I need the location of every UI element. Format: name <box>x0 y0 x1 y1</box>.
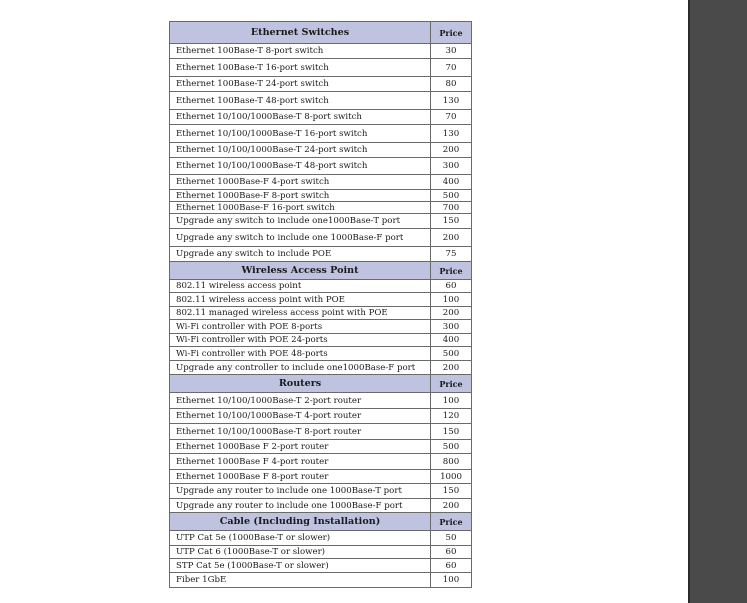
item-price: 500 <box>431 440 472 454</box>
table-row <box>170 454 472 470</box>
item-price: 200 <box>431 499 472 513</box>
table-row <box>170 77 472 92</box>
item-price: 75 <box>431 247 472 262</box>
table-row <box>170 409 472 424</box>
table-row <box>170 175 472 190</box>
table-row <box>170 247 472 262</box>
item-name: Ethernet 10/100/1000Base-T 8-port router <box>170 424 431 440</box>
table-row <box>170 214 472 229</box>
item-price: 150 <box>431 424 472 440</box>
item-name: Ethernet 1000Base-F 16-port switch <box>170 202 431 214</box>
item-name: Ethernet 100Base-T 16-port switch <box>170 59 431 77</box>
table-row <box>170 484 472 499</box>
viewer-side-panel <box>690 0 747 603</box>
item-name: Wi-Fi controller with POE 8-ports <box>170 320 431 334</box>
item-price: 300 <box>431 320 472 334</box>
table-row <box>170 229 472 247</box>
item-price: 700 <box>431 202 472 214</box>
item-name: Fiber 1GbE <box>170 573 431 588</box>
item-name: Ethernet 10/100/1000Base-T 48-port switch <box>170 158 431 175</box>
table-row <box>170 424 472 440</box>
item-price: 60 <box>431 546 472 559</box>
item-price: 100 <box>431 393 472 409</box>
table-row <box>170 293 472 307</box>
item-price: 70 <box>431 110 472 125</box>
item-price: 50 <box>431 531 472 546</box>
item-price: 70 <box>431 59 472 77</box>
table-row <box>170 393 472 409</box>
item-price: 500 <box>431 190 472 202</box>
table-row <box>170 559 472 573</box>
item-name: Ethernet 1000Base F 4-port router <box>170 454 431 470</box>
table-row <box>170 92 472 110</box>
item-name: UTP Cat 5e (1000Base-T or slower) <box>170 531 431 546</box>
item-name: Ethernet 10/100/1000Base-T 4-port router <box>170 409 431 424</box>
section-header <box>170 262 472 280</box>
item-name: 802.11 wireless access point with POE <box>170 293 431 307</box>
table-row <box>170 125 472 143</box>
table-row <box>170 440 472 454</box>
item-price: 100 <box>431 293 472 307</box>
table-row <box>170 573 472 588</box>
item-name: 802.11 managed wireless access point with POE <box>170 307 431 320</box>
item-price: 150 <box>431 484 472 499</box>
item-price: 200 <box>431 229 472 247</box>
table-row <box>170 531 472 546</box>
item-name: Upgrade any router to include one 1000Base-F port <box>170 499 431 513</box>
item-name: Upgrade any router to include one 1000Base-T port <box>170 484 431 499</box>
table-row <box>170 110 472 125</box>
table-row <box>170 202 472 214</box>
price-column-header: Price <box>431 262 472 280</box>
price-column-header: Price <box>431 22 472 44</box>
table-row <box>170 280 472 293</box>
item-price: 60 <box>431 559 472 573</box>
price-column-header: Price <box>431 513 472 531</box>
item-price: 200 <box>431 307 472 320</box>
item-price: 300 <box>431 158 472 175</box>
item-price: 400 <box>431 175 472 190</box>
item-price: 200 <box>431 361 472 375</box>
item-name: Ethernet 10/100/1000Base-T 24-port switch <box>170 143 431 158</box>
item-price: 500 <box>431 347 472 361</box>
section-title: Wireless Access Point <box>170 262 431 280</box>
price-column-header: Price <box>431 375 472 393</box>
item-name: Wi-Fi controller with POE 24-ports <box>170 334 431 347</box>
item-name: Upgrade any controller to include one1000Base-F port <box>170 361 431 375</box>
table-row <box>170 546 472 559</box>
item-price: 30 <box>431 44 472 59</box>
section-title: Ethernet Switches <box>170 22 431 44</box>
price-table <box>169 21 472 588</box>
table-row <box>170 320 472 334</box>
item-name: Ethernet 1000Base F 8-port router <box>170 470 431 484</box>
table-row <box>170 307 472 320</box>
item-name: Ethernet 1000Base-F 4-port switch <box>170 175 431 190</box>
item-name: Ethernet 10/100/1000Base-T 16-port switch <box>170 125 431 143</box>
item-price: 60 <box>431 280 472 293</box>
table-row <box>170 334 472 347</box>
item-name: Wi-Fi controller with POE 48-ports <box>170 347 431 361</box>
item-name: Upgrade any switch to include one1000Base-T port <box>170 214 431 229</box>
table-row <box>170 158 472 175</box>
item-price: 400 <box>431 334 472 347</box>
item-name: Ethernet 100Base-T 8-port switch <box>170 44 431 59</box>
item-price: 130 <box>431 92 472 110</box>
item-price: 800 <box>431 454 472 470</box>
item-price: 100 <box>431 573 472 588</box>
table-row <box>170 59 472 77</box>
item-name: STP Cat 5e (1000Base-T or slower) <box>170 559 431 573</box>
table-row <box>170 143 472 158</box>
table-row <box>170 499 472 513</box>
item-name: Ethernet 100Base-T 48-port switch <box>170 92 431 110</box>
item-name: Ethernet 1000Base F 2-port router <box>170 440 431 454</box>
item-name: Ethernet 100Base-T 24-port switch <box>170 77 431 92</box>
section-title: Cable (Including Installation) <box>170 513 431 531</box>
item-price: 150 <box>431 214 472 229</box>
item-price: 1000 <box>431 470 472 484</box>
item-price: 120 <box>431 409 472 424</box>
item-name: Upgrade any switch to include one 1000Base-F port <box>170 229 431 247</box>
item-name: UTP Cat 6 (1000Base-T or slower) <box>170 546 431 559</box>
table-row <box>170 44 472 59</box>
section-header <box>170 375 472 393</box>
section-title: Routers <box>170 375 431 393</box>
item-price: 200 <box>431 143 472 158</box>
section-header <box>170 513 472 531</box>
item-price: 130 <box>431 125 472 143</box>
item-name: Ethernet 10/100/1000Base-T 8-port switch <box>170 110 431 125</box>
item-name: Ethernet 10/100/1000Base-T 2-port router <box>170 393 431 409</box>
table-row <box>170 361 472 375</box>
item-name: Ethernet 1000Base-F 8-port switch <box>170 190 431 202</box>
item-name: Upgrade any switch to include POE <box>170 247 431 262</box>
item-name: 802.11 wireless access point <box>170 280 431 293</box>
table-row <box>170 347 472 361</box>
section-header <box>170 22 472 44</box>
table-row <box>170 190 472 202</box>
table-row <box>170 470 472 484</box>
item-price: 80 <box>431 77 472 92</box>
